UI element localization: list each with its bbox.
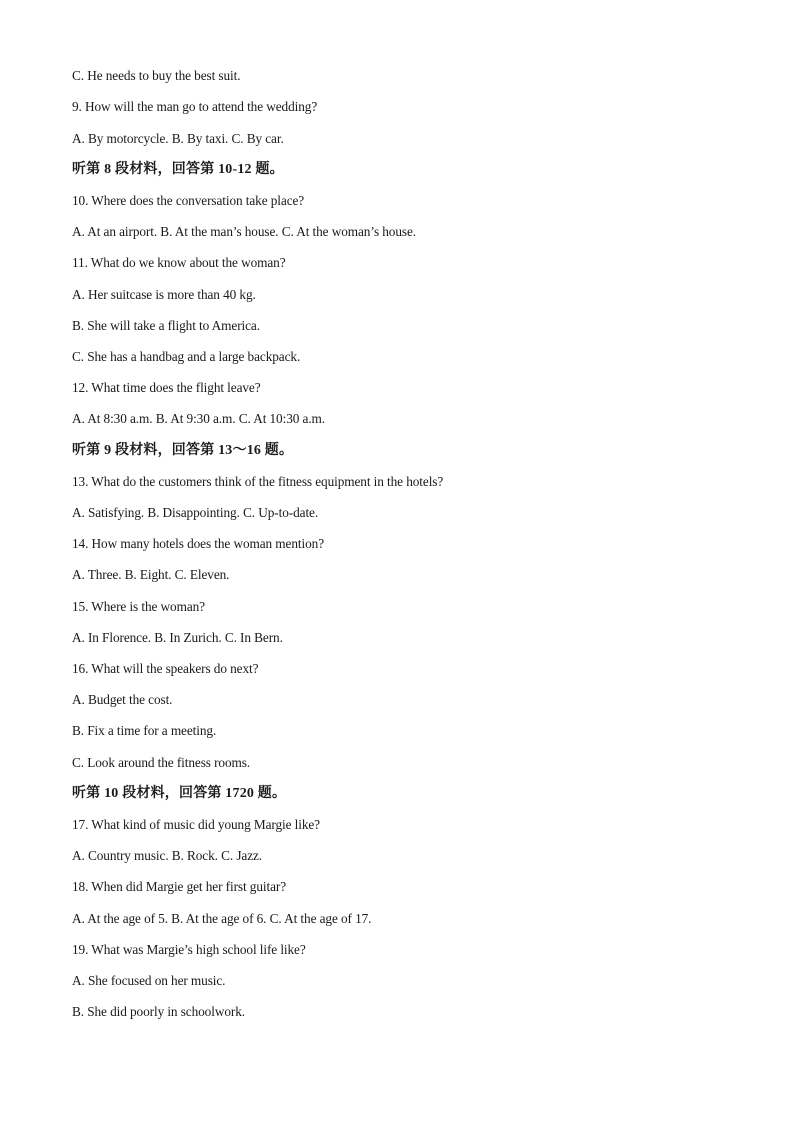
- answer-option: A. At the age of 5. B. At the age of 6. C. At the age of 17.: [72, 911, 372, 926]
- answer-option: A. By motorcycle. B. By taxi. C. By car.: [72, 131, 284, 146]
- answer-option: B. She will take a flight to America.: [72, 318, 260, 333]
- answer-option: A. Three. B. Eight. C. Eleven.: [72, 567, 230, 582]
- question-text: 14. How many hotels does the woman mention?: [72, 536, 324, 551]
- answer-option: C. Look around the fitness rooms.: [72, 755, 251, 770]
- answer-option: C. He needs to buy the best suit.: [72, 68, 241, 83]
- answer-option: A. Country music. B. Rock. C. Jazz.: [72, 848, 263, 863]
- answer-option: C. She has a handbag and a large backpack.: [72, 349, 301, 364]
- question-text: 9. How will the man go to attend the wedding?: [72, 99, 318, 114]
- question-text: 15. Where is the woman?: [72, 599, 205, 614]
- section-heading: 听第 8 段材料，回答第 10-12 题。: [72, 162, 284, 177]
- answer-option: A. Her suitcase is more than 40 kg.: [72, 287, 256, 302]
- question-text: 17. What kind of music did young Margie like?: [72, 817, 320, 832]
- answer-option: A. At an airport. B. At the man’s house. C. At the woman’s house.: [72, 224, 416, 239]
- question-text: 18. When did Margie get her first guitar?: [72, 879, 287, 894]
- question-text: 19. What was Margie’s high school life like?: [72, 942, 306, 957]
- answer-option: B. Fix a time for a meeting.: [72, 723, 217, 738]
- section-heading: 听第 10 段材料，回答第 1720 题。: [72, 786, 287, 801]
- question-text: 12. What time does the flight leave?: [72, 380, 261, 395]
- question-text: 11. What do we know about the woman?: [72, 255, 286, 270]
- section-heading: 听第 9 段材料，回答第 13～16 题。: [72, 443, 294, 458]
- answer-option: A. Budget the cost.: [72, 692, 173, 707]
- answer-option: A. She focused on her music.: [72, 973, 226, 988]
- question-text: 16. What will the speakers do next?: [72, 661, 259, 676]
- answer-option: A. Satisfying. B. Disappointing. C. Up-to-date.: [72, 505, 319, 520]
- answer-option: B. She did poorly in schoolwork.: [72, 1004, 245, 1019]
- answer-option: A. In Florence. B. In Zurich. C. In Bern.: [72, 630, 283, 645]
- question-text: 10. Where does the conversation take place?: [72, 193, 305, 208]
- question-text: 13. What do the customers think of the fitness equipment in the hotels?: [72, 474, 444, 489]
- answer-option: A. At 8:30 a.m. B. At 9:30 a.m. C. At 10:30 a.m.: [72, 411, 326, 426]
